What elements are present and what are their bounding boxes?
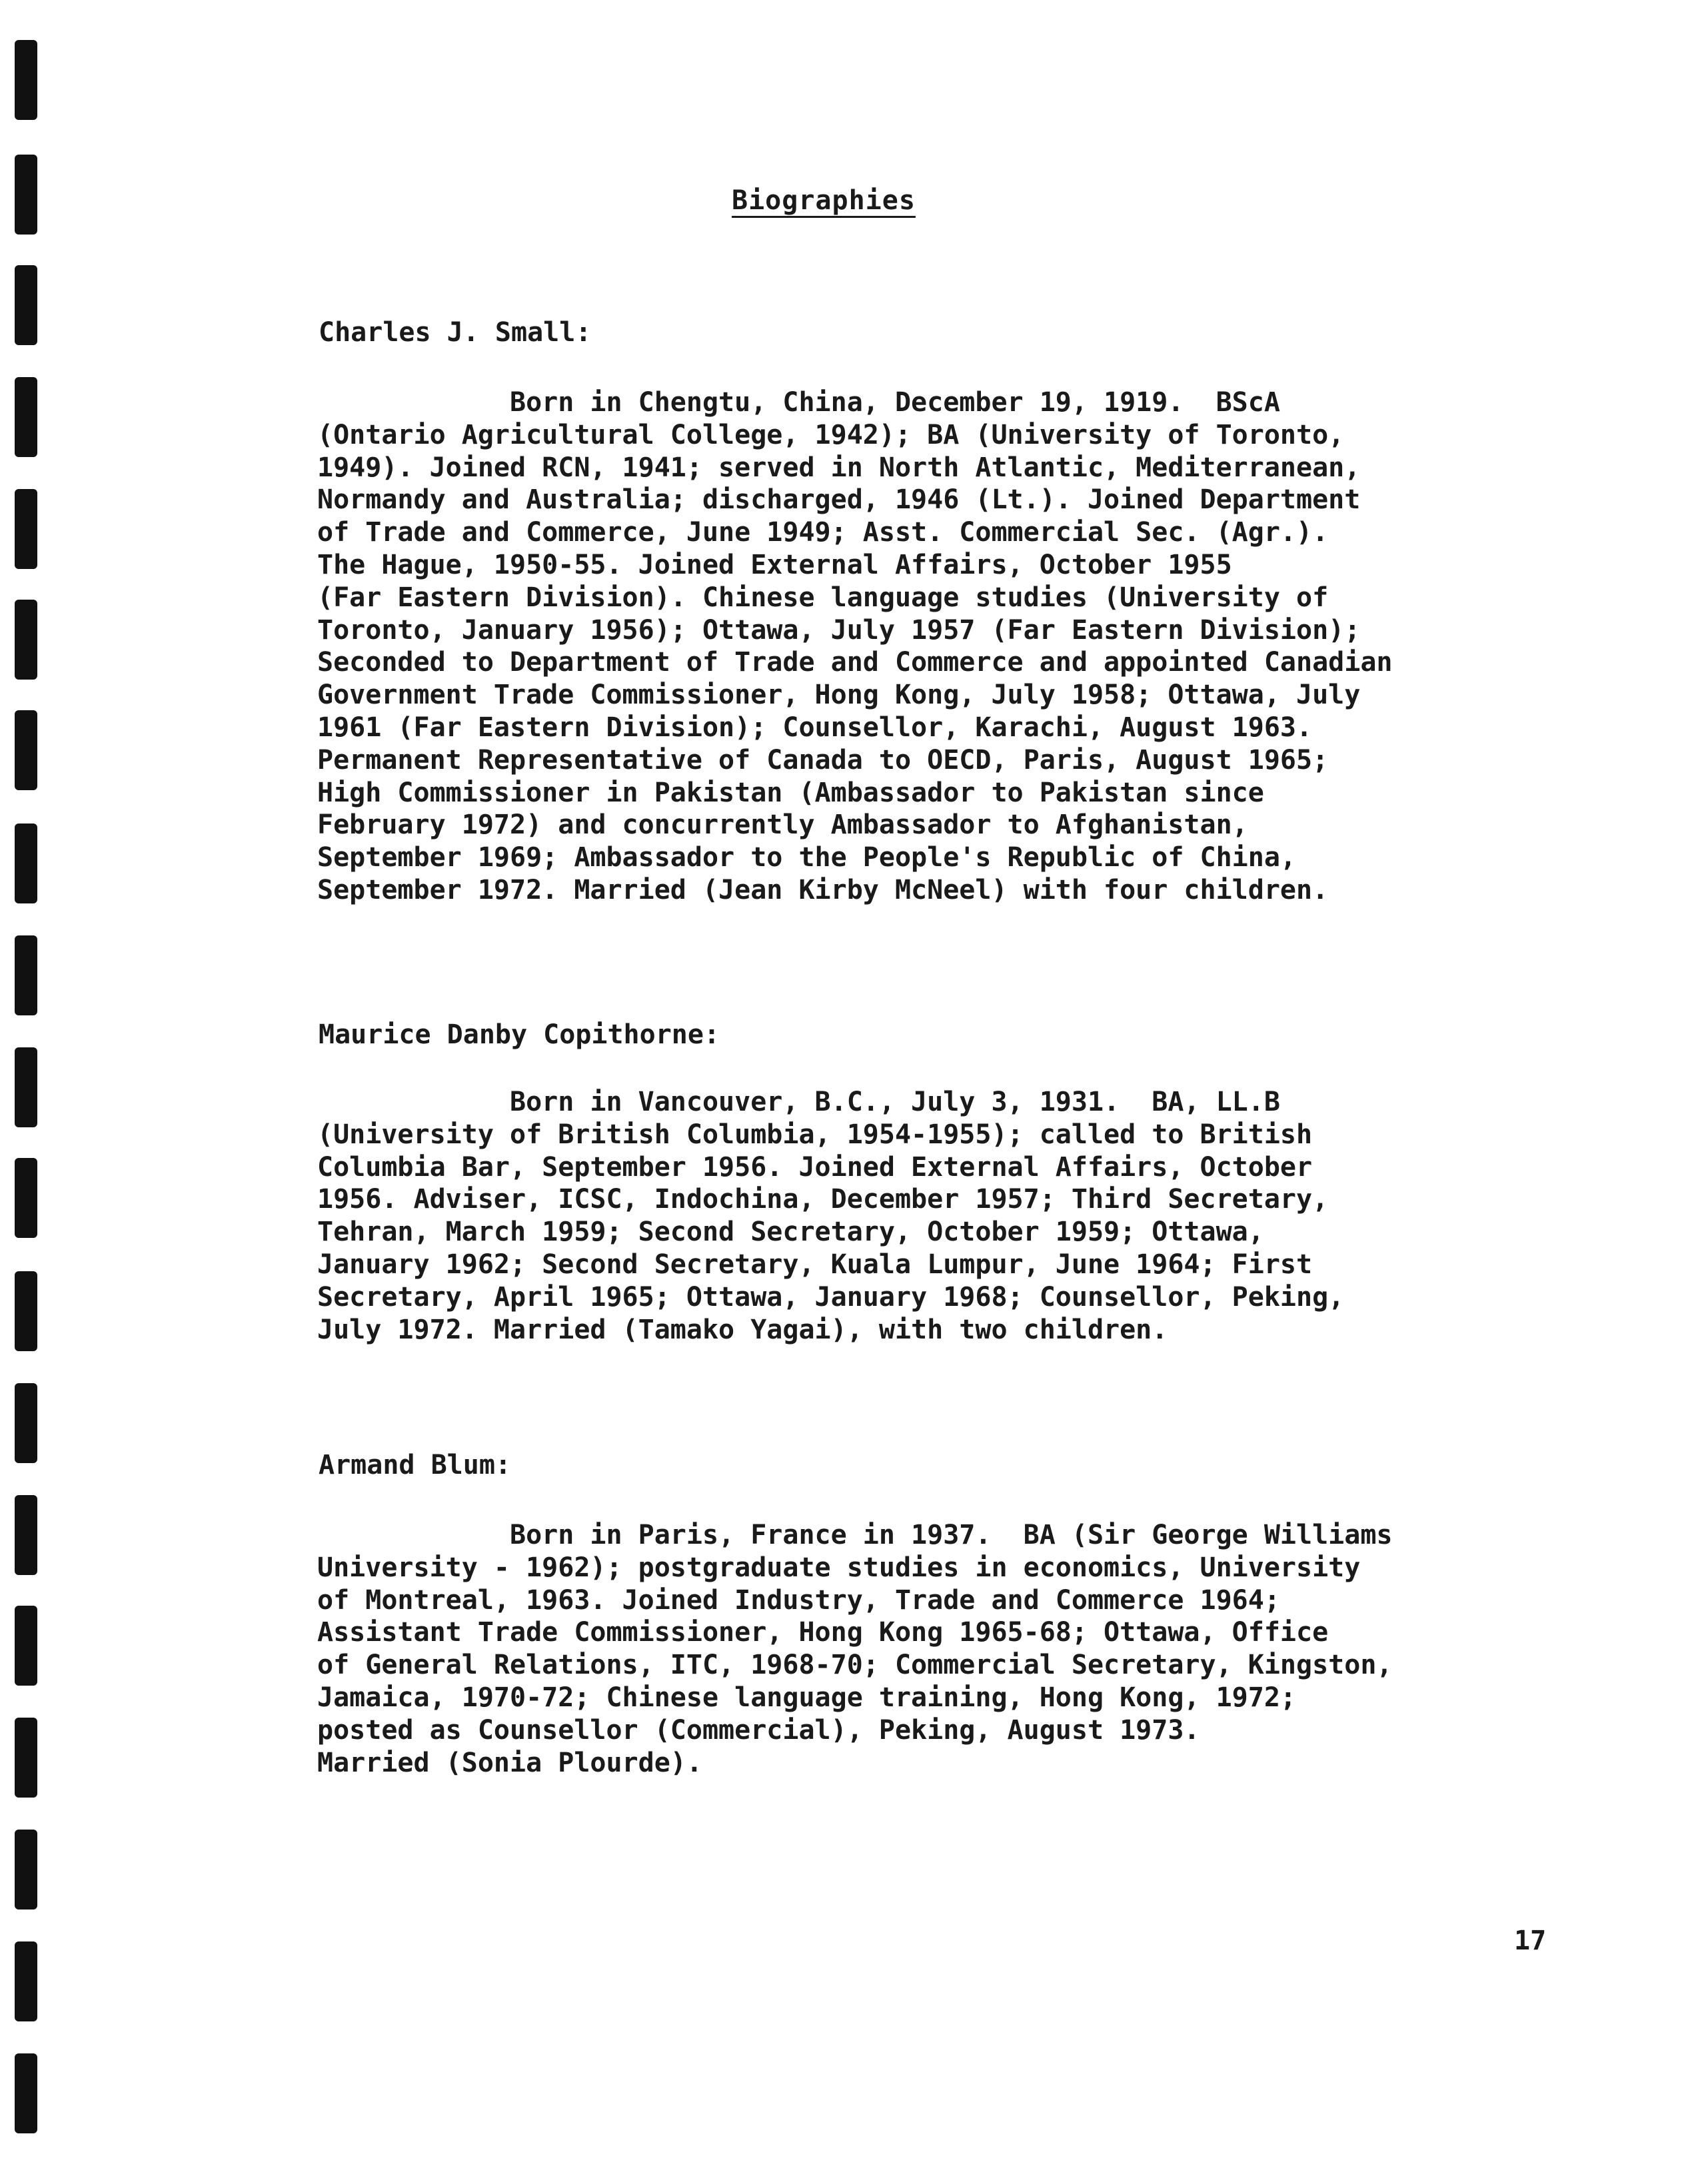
bio-line: of Montreal, 1963. Joined Industry, Trade and Commerce 1964; xyxy=(317,1584,1280,1616)
bio-line: The Hague, 1950-55. Joined External Affairs, October 1955 xyxy=(317,549,1232,580)
binder-hole xyxy=(15,1495,37,1575)
bio-line: Normandy and Australia; discharged, 1946 (Lt.). Joined Department xyxy=(317,484,1361,516)
bio-line: (University of British Columbia, 1954-1955); called to British xyxy=(317,1119,1313,1150)
bio-line: January 1962; Second Secretary, Kuala Lumpur, June 1964; First xyxy=(317,1249,1313,1280)
bio-line: Secretary, April 1965; Ottawa, January 1968; Counsellor, Peking, xyxy=(317,1281,1345,1313)
bio-line: of General Relations, ITC, 1968-70; Commercial Secretary, Kingston, xyxy=(317,1650,1393,1681)
bio-line: University - 1962); postgraduate studies in economics, University xyxy=(317,1552,1361,1583)
binder-hole xyxy=(15,1941,37,2021)
binder-hole xyxy=(15,1047,37,1127)
bio-line: Tehran, March 1959; Second Secretary, October 1959; Ottawa, xyxy=(317,1217,1264,1248)
bio-body xyxy=(317,1086,1344,1346)
bio-line: Born in Vancouver, B.C., July 3, 1931. BA, LL.B xyxy=(317,1087,1280,1117)
page-title: Biographies xyxy=(732,185,916,216)
bio-name: Armand Blum: xyxy=(319,1450,511,1480)
bio-name: Maurice Danby Copithorne: xyxy=(319,1019,720,1050)
binder-hole xyxy=(15,265,37,345)
bio-line: of Trade and Commerce, June 1949; Asst. Commercial Sec. (Agr.). xyxy=(317,517,1329,548)
bio-line: 1949). Joined RCN, 1941; served in North Atlantic, Mediterranean, xyxy=(317,452,1361,483)
binder-hole xyxy=(15,489,37,569)
binder-holes xyxy=(15,0,41,2184)
binder-hole xyxy=(15,600,37,680)
bio-body xyxy=(317,386,1393,907)
bio-line: February 1972) and concurrently Ambassador to Afghanistan, xyxy=(317,810,1248,841)
bio-line: Columbia Bar, September 1956. Joined External Affairs, October xyxy=(317,1151,1313,1183)
binder-hole xyxy=(15,377,37,457)
binder-hole xyxy=(15,710,37,790)
binder-hole xyxy=(15,823,37,903)
bio-line: September 1969; Ambassador to the People's Republic of China, xyxy=(317,842,1297,873)
bio-line: 1956. Adviser, ICSC, Indochina, December 1957; Third Secretary, xyxy=(317,1184,1329,1215)
bio-line: (Ontario Agricultural College, 1942); BA (University of Toronto, xyxy=(317,419,1345,450)
bio-line: 1961 (Far Eastern Division); Counsellor, Karachi, August 1963. xyxy=(317,712,1313,743)
page-number: 17 xyxy=(1514,1925,1547,1956)
bio-line: Assistant Trade Commissioner, Hong Kong 1965-68; Ottawa, Office xyxy=(317,1617,1329,1648)
bio-body xyxy=(317,1519,1393,1779)
binder-hole xyxy=(15,1271,37,1351)
bio-line: Married (Sonia Plourde). xyxy=(317,1747,702,1778)
bio-line: posted as Counsellor (Commercial), Peking, August 1973. xyxy=(317,1714,1200,1746)
binder-hole xyxy=(15,1606,37,1686)
binder-hole xyxy=(15,1718,37,1798)
bio-line: Born in Chengtu, China, December 19, 1919. BScA xyxy=(317,387,1280,418)
bio-line: September 1972. Married (Jean Kirby McNeel) with four children. xyxy=(317,874,1329,905)
binder-hole xyxy=(15,1830,37,1910)
bio-line: Government Trade Commissioner, Hong Kong, July 1958; Ottawa, July xyxy=(317,680,1361,711)
bio-line: July 1972. Married (Tamako Yagai), with two children. xyxy=(317,1314,1168,1345)
binder-hole xyxy=(15,1383,37,1463)
binder-hole xyxy=(15,40,37,120)
bio-line: Permanent Representative of Canada to OECD, Paris, August 1965; xyxy=(317,744,1329,776)
bio-line: Jamaica, 1970-72; Chinese language training, Hong Kong, 1972; xyxy=(317,1682,1297,1713)
bio-line: Toronto, January 1956); Ottawa, July 1957 (Far Eastern Division); xyxy=(317,614,1361,646)
binder-hole xyxy=(15,155,37,235)
bio-name: Charles J. Small: xyxy=(319,317,592,348)
binder-hole xyxy=(15,1158,37,1238)
bio-line: Seconded to Department of Trade and Commerce and appointed Canadian xyxy=(317,647,1393,678)
bio-line: (Far Eastern Division). Chinese language studies (University of xyxy=(317,582,1329,613)
binder-hole xyxy=(15,935,37,1015)
bio-line: Born in Paris, France in 1937. BA (Sir George Williams xyxy=(317,1520,1393,1550)
bio-line: High Commissioner in Pakistan (Ambassador to Pakistan since xyxy=(317,777,1264,808)
binder-hole xyxy=(15,2053,37,2133)
